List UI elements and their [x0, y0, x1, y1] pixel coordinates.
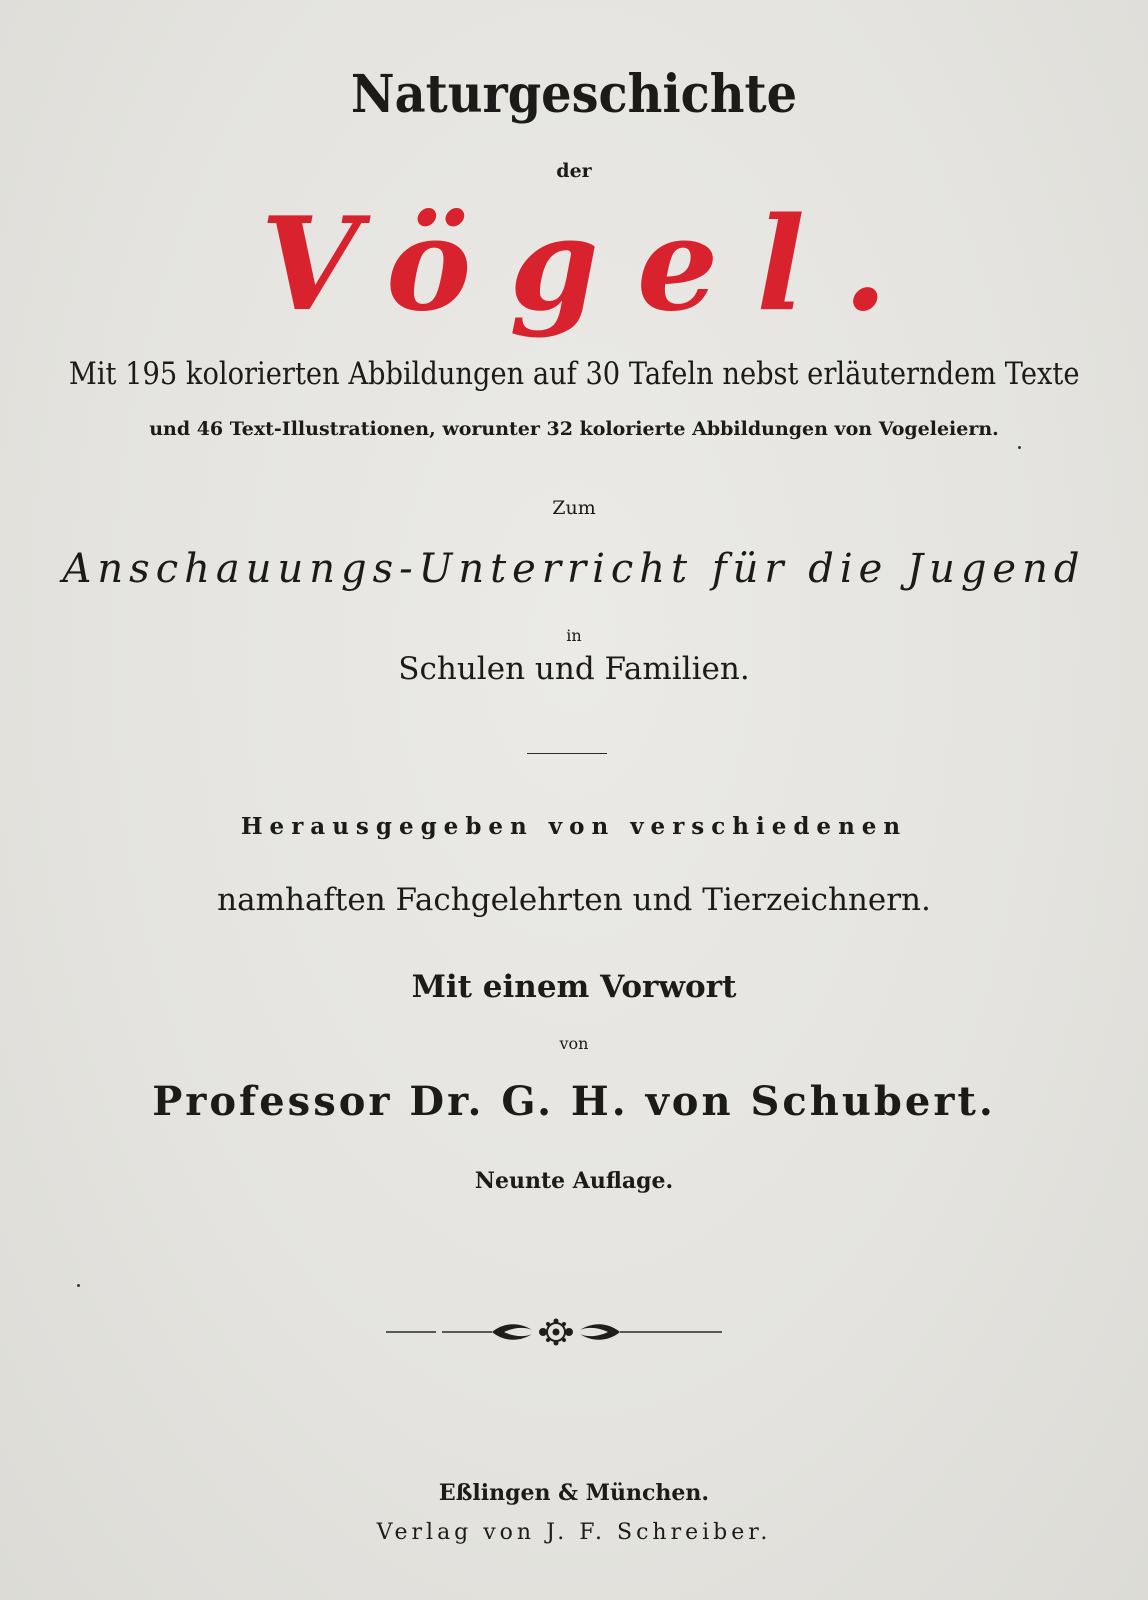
imprint-place: Eßlingen & München.: [438, 1480, 710, 1506]
floral-rule-ornament-icon: [386, 1316, 738, 1348]
foreword-line: Mit einem Vorwort: [411, 969, 737, 1005]
editors-line: namhaften Fachgelehrten und Tierzeichnern.: [217, 882, 931, 918]
subtitle-line-2: und 46 Text-Illustrationen, worunter 32 kolorierte Abbildungen von Vogeleiern.: [149, 418, 999, 440]
edition-line: Neunte Auflage.: [474, 1168, 674, 1194]
editors-intro: Herausgegeben von verschiedenen: [240, 813, 908, 840]
book-subject-red: Vögel.: [260, 190, 926, 340]
paper-speck: [77, 1284, 80, 1287]
paper-speck: [1018, 446, 1021, 449]
title-connector: der: [556, 160, 592, 182]
purpose-line: Anschauungs-Unterricht für die Jugend: [62, 546, 1086, 592]
section-divider: [527, 753, 607, 754]
imprint-publisher: Verlag von J. F. Schreiber.: [376, 1520, 772, 1545]
foreword-connector: von: [559, 1034, 589, 1053]
audience-line: Schulen und Familien.: [398, 651, 750, 687]
purpose-intro: Zum: [552, 497, 596, 519]
foreword-author: Professor Dr. G. H. von Schubert.: [152, 1078, 996, 1125]
book-title: Naturgeschichte: [350, 64, 798, 125]
purpose-connector: in: [566, 626, 582, 645]
subtitle-line-1: Mit 195 kolorierten Abbildungen auf 30 Tafeln nebst erläuterndem Texte: [68, 356, 1080, 392]
